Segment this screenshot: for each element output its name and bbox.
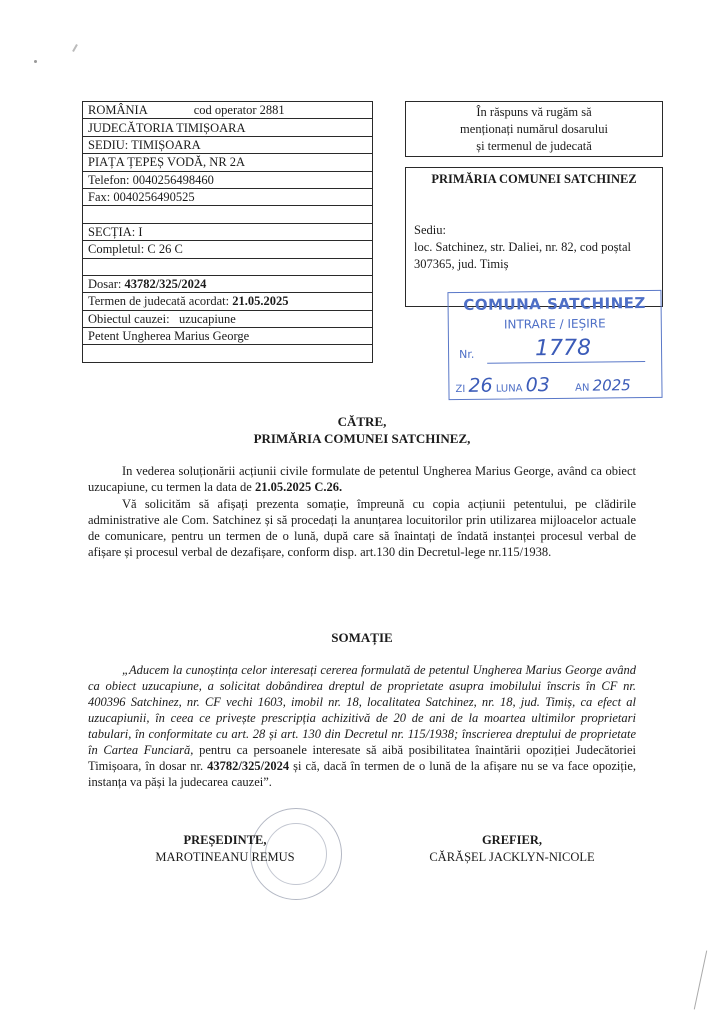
clerk-signature: GREFIER, CĂRĂȘEL JACKLYN-NICOLE	[429, 833, 595, 864]
object-value: uzucapiune	[178, 311, 236, 326]
header-romania: ROMÂNIA cod operator 2881	[83, 102, 373, 119]
stamp-number: 1778	[534, 335, 592, 362]
term-row: Termen de judecată acordat: 21.05.2025	[83, 293, 373, 310]
term-date: 21.05.2025	[232, 294, 289, 309]
scan-speck	[34, 60, 37, 63]
addressee-to: CĂTRE,	[337, 414, 387, 429]
summons-title: SOMAȚIE	[331, 630, 393, 645]
summons-file-number: 43782/325/2024	[207, 759, 290, 773]
court-fax: Fax: 0040256490525	[83, 188, 373, 205]
court-section: SECȚIA: I	[83, 223, 373, 240]
recipient-address: Sediu: loc. Satchinez, str. Daliei, nr. 82, cod poștal 307365, jud. Timiș	[414, 223, 631, 271]
scan-speck	[72, 44, 78, 52]
addressee-name: PRIMĂRIA COMUNEI SATCHINEZ,	[253, 431, 471, 446]
court-panel: Completul: C 26 C	[83, 241, 373, 258]
file-number-row: Dosar: 43782/325/2024	[83, 275, 373, 292]
blank-row	[83, 206, 373, 223]
blank-row	[83, 258, 373, 275]
court-header-table	[82, 101, 373, 363]
registration-stamp: COMUNA SATCHINEZ INTRARE / IEȘIRE Nr. 1778 ZI 26 LUNA 03 AN 2025	[447, 290, 662, 400]
file-number: 43782/325/2024	[124, 277, 207, 292]
recipient-title: PRIMĂRIA COMUNEI SATCHINEZ	[431, 172, 637, 186]
intro-paragraph-2: Vă solicităm să afișați prezenta somație, împreună cu copia acțiunii petentului, pe clădirile administrative ale Com. Satchinez și să procedați la anunțarea locuitorilor prin utilizarea mijloacelor actuale de comunicare, pentru un termen de o lună, după care să înaintați de îndată instanței procesul verbal de afișare și procesul verbal de dezafișare, conform disp. art.130 din Decretul-lege nr.115/1938.	[88, 497, 636, 559]
stamp-date: ZI 26 LUNA 03 AN 2025	[455, 374, 631, 397]
court-phone: Telefon: 0040256498460	[83, 171, 373, 188]
scan-edge-mark	[694, 951, 707, 1010]
president-signature: PREȘEDINTE, MAROTINEANU REMUS	[155, 833, 295, 864]
petitioner-row: Petent Ungherea Marius George	[83, 328, 373, 345]
stamp-number-line	[487, 361, 645, 364]
court-name: JUDECĂTORIA TIMIȘOARA	[83, 119, 373, 136]
recipient-box	[405, 167, 663, 307]
summons-body: „Aducem la cunoștința celor interesați cererea formulată de petentul Ungherea Marius George având ca obiect uzucapiune, a solicitat dobândirea dreptul de proprietate asupra imobilului înscris în CF nr. 400396 Satchinez, nr. CF vechi 1603, imobil nr. 18, localitatea Satchinez, nr. 18, jud. Timiș, ca efect al uzucapiunii, în ceea ce privește prescripția achizitivă de 20 de ani de la moartea ultimilor proprietari tabulari, în conformitate cu art. 28 și art. 130 din Decretul nr. 115/1938; înscrierea dreptului de proprietate în Cartea Funciară, pentru ca persoanele interesate să aibă posibilitatea înaintării opoziției Judecătoriei Timișoara, în dosar nr. 43782/325/2024 și că, dacă în termen de o lună de la afișare nu se va face opoziție, instanța va păși la judecarea cauzei”.	[88, 663, 636, 789]
reply-instructions-box: În răspuns vă rugăm să menționați numărul dosarului și termenul de judecată	[405, 101, 663, 157]
blank-row	[83, 345, 373, 362]
intro-paragraph-1: In vederea soluționării acțiunii civile formulate de petentul Ungherea Marius George, având ca obiect uzucapiune, cu termen la data de 21.05.2025 C.26.	[88, 464, 636, 494]
court-address: PIAȚA ȚEPEȘ VODĂ, NR 2A	[83, 154, 373, 171]
object-row: Obiectul cauzei: uzucapiune	[83, 310, 373, 327]
operator-code: cod operator 2881	[193, 103, 285, 118]
court-seat: SEDIU: TIMIȘOARA	[83, 136, 373, 153]
